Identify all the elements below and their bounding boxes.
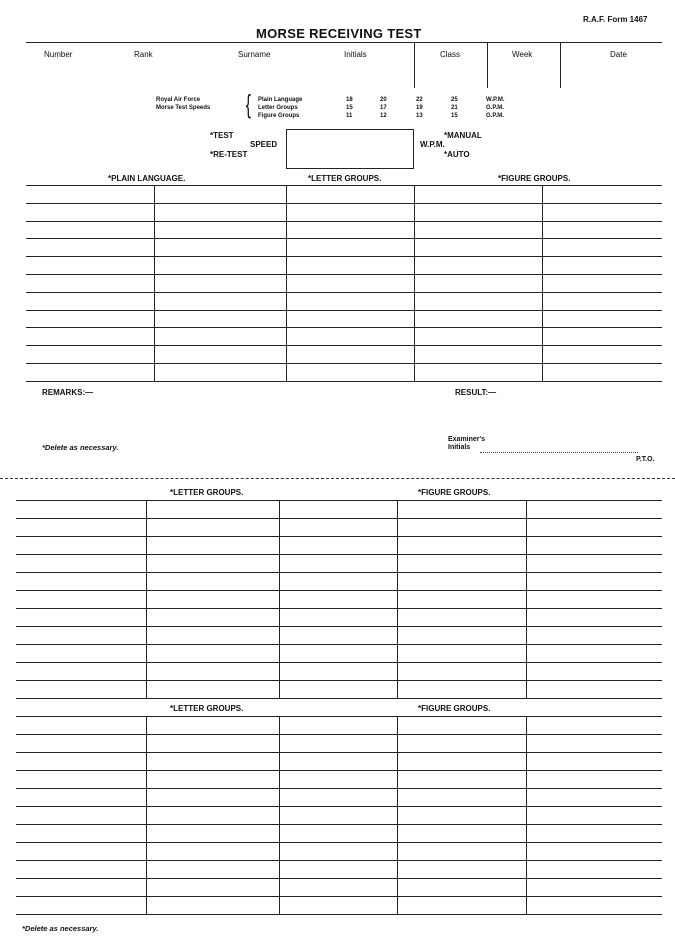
grid-row-line — [16, 788, 662, 789]
speeds-brace: { — [245, 89, 251, 119]
result-label: RESULT:— — [455, 388, 497, 397]
grid-row-line — [16, 914, 662, 915]
manual-label: *MANUAL — [444, 131, 482, 140]
section2-head-letter: *LETTER GROUPS. — [170, 488, 244, 497]
examiner-label-1: Examiner's — [448, 436, 486, 443]
grid-row-line — [16, 500, 662, 501]
speed-val: 15 — [451, 113, 458, 119]
header-divider-date — [560, 42, 561, 88]
speed-label: SPEED — [250, 140, 278, 149]
delete-note: *Delete as necessary. — [42, 443, 119, 452]
grid-row-line — [16, 662, 662, 663]
grid-col-line — [279, 716, 280, 914]
speed-entry-box[interactable] — [286, 129, 414, 169]
grid-row-line — [26, 327, 662, 328]
section1-grid[interactable] — [26, 185, 662, 381]
speed-unit: G.P.M. — [486, 113, 504, 119]
grid-row-line — [16, 716, 662, 717]
section2-grid[interactable] — [16, 500, 662, 698]
grid-row-line — [16, 698, 662, 699]
section3-head-figure: *FIGURE GROUPS. — [418, 704, 491, 713]
grid-row-line — [26, 381, 662, 382]
grid-row-line — [26, 221, 662, 222]
grid-row-line — [16, 626, 662, 627]
grid-col-line — [414, 185, 415, 381]
page-title: MORSE RECEIVING TEST — [256, 26, 422, 41]
speed-row-letter: Letter Groups — [258, 105, 298, 111]
speed-row-figure: Figure Groups — [258, 113, 300, 119]
speed-val: 13 — [416, 113, 423, 119]
grid-row-line — [26, 345, 662, 346]
grid-col-line — [146, 716, 147, 914]
grid-col-line — [154, 185, 155, 381]
grid-row-line — [26, 238, 662, 239]
grid-row-line — [26, 256, 662, 257]
grid-row-line — [16, 518, 662, 519]
speeds-label-1: Royal Air Force — [156, 97, 201, 103]
grid-row-line — [16, 680, 662, 681]
pto-label: P.T.O. — [636, 456, 655, 463]
speed-val: 21 — [451, 105, 458, 111]
grid-row-line — [16, 536, 662, 537]
grid-row-line — [16, 734, 662, 735]
header-initials: Initials — [344, 50, 367, 59]
speed-val: 20 — [380, 97, 387, 103]
page-separator — [0, 478, 675, 479]
speed-val: 17 — [380, 105, 387, 111]
section1-head-figure: *FIGURE GROUPS. — [498, 174, 571, 183]
grid-row-line — [16, 554, 662, 555]
auto-label: *AUTO — [444, 150, 470, 159]
grid-col-line — [397, 500, 398, 698]
grid-row-line — [16, 608, 662, 609]
header-number: Number — [44, 50, 73, 59]
examiner-label-2: Initials — [448, 444, 471, 451]
grid-col-line — [397, 716, 398, 914]
speed-val: 18 — [346, 97, 353, 103]
grid-col-line — [526, 500, 527, 698]
speed-val: 19 — [416, 105, 423, 111]
speed-row-plain: Plain Language — [258, 97, 303, 103]
grid-row-line — [16, 572, 662, 573]
retest-label: *RE-TEST — [210, 150, 248, 159]
grid-row-line — [26, 203, 662, 204]
wpm-label: W.P.M. — [420, 140, 445, 149]
form-id: R.A.F. Form 1467 — [583, 15, 648, 24]
grid-row-line — [26, 292, 662, 293]
grid-row-line — [16, 770, 662, 771]
remarks-label: REMARKS:— — [42, 388, 94, 397]
grid-row-line — [26, 363, 662, 364]
test-label: *TEST — [210, 131, 234, 140]
grid-row-line — [16, 842, 662, 843]
grid-row-line — [16, 806, 662, 807]
speed-unit: W.P.M. — [486, 97, 505, 103]
section1-head-plain: *PLAIN LANGUAGE. — [108, 174, 186, 183]
grid-row-line — [16, 590, 662, 591]
header-divider-class — [414, 42, 415, 88]
header-week: Week — [512, 50, 533, 59]
grid-row-line — [16, 878, 662, 879]
section3-grid[interactable] — [16, 716, 662, 914]
grid-row-line — [26, 310, 662, 311]
grid-row-line — [26, 274, 662, 275]
grid-row-line — [26, 185, 662, 186]
header-rank: Rank — [134, 50, 153, 59]
grid-row-line — [16, 824, 662, 825]
grid-col-line — [146, 500, 147, 698]
header-date: Date — [610, 50, 627, 59]
speed-unit: G.P.M. — [486, 105, 504, 111]
grid-col-line — [279, 500, 280, 698]
header-surname: Surname — [238, 50, 271, 59]
grid-col-line — [526, 716, 527, 914]
grid-row-line — [16, 752, 662, 753]
examiner-initials-line[interactable] — [480, 452, 638, 453]
grid-col-line — [542, 185, 543, 381]
grid-row-line — [16, 644, 662, 645]
grid-row-line — [16, 896, 662, 897]
delete-note-bottom: *Delete as necessary. — [22, 924, 99, 933]
section1-head-letter: *LETTER GROUPS. — [308, 174, 382, 183]
speed-val: 15 — [346, 105, 353, 111]
header-class: Class — [440, 50, 461, 59]
grid-col-line — [286, 185, 287, 381]
header-top-line — [26, 42, 662, 43]
speed-val: 12 — [380, 113, 387, 119]
speeds-label-2: Morse Test Speeds — [156, 105, 211, 111]
speed-val: 22 — [416, 97, 423, 103]
speed-val: 25 — [451, 97, 458, 103]
section3-head-letter: *LETTER GROUPS. — [170, 704, 244, 713]
grid-row-line — [16, 860, 662, 861]
section2-head-figure: *FIGURE GROUPS. — [418, 488, 491, 497]
header-divider-week — [487, 42, 488, 88]
speed-val: 11 — [346, 113, 353, 119]
